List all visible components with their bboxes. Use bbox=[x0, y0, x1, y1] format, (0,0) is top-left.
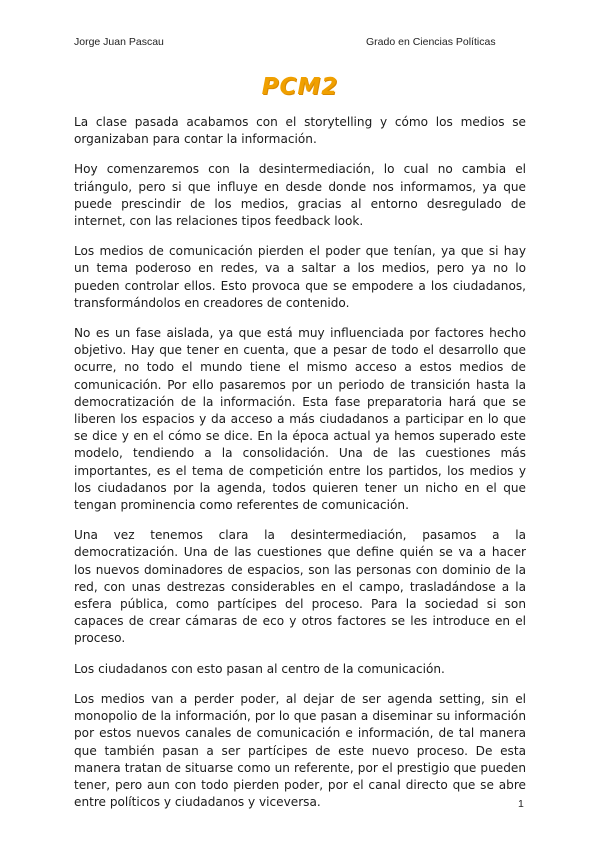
document-body bbox=[74, 114, 526, 824]
paragraph: Los medios van a perder poder, al dejar de ser agenda setting, sin el monopolio de la información, por lo que pasan a diseminar su información por estos nuevos canales de comunicación e información, de tal manera que también pasan a ser partícipes de este nuevo proceso. De esta manera tratan de situarse como un referente, por el prestigio que pueden tener, pero aun con todo pierden poder, por el canal directo que se abre entre políticos y ciudadanos y viceversa. bbox=[74, 691, 526, 810]
paragraph: Una vez tenemos clara la desintermediación, pasamos a la democratización. Una de las cuestiones que define quién se va a hacer los nuevos dominadores de espacios, son las personas con dominio de la red, con unas destrezas considerables en el campo, trasladándose a la esfera pública, como partícipes del proceso. Para la sociedad si son capaces de crear cámaras de eco y otros factores se les introduce en el proceso. bbox=[74, 528, 526, 646]
paragraph: Los medios de comunicación pierden el poder que tenían, ya que si hay un tema poderoso en redes, va a saltar a los medios, pero ya no lo pueden controlar ellos. Esto provoca que se empodere a los ciudadanos, transformándolos en creadores de contenido. bbox=[74, 244, 526, 310]
paragraph: La clase pasada acabamos con el storytelling y cómo los medios se organizaban para contar la información. bbox=[74, 115, 526, 147]
page-number: 1 bbox=[518, 798, 524, 810]
page-header bbox=[74, 36, 526, 52]
header-degree: Grado en Ciencias Políticas bbox=[366, 36, 496, 48]
page-title: PCM2 bbox=[261, 74, 339, 100]
paragraph: Hoy comenzaremos con la desintermediación, lo cual no cambia el triángulo, pero si que influye en desde donde nos informamos, ya que puede prescindir de los medios, gracias al entorno desregulado de internet, con las relaciones tipos feedback look. bbox=[74, 162, 526, 229]
paragraph: Los ciudadanos con esto pasan al centro de la comunicación. bbox=[74, 661, 445, 676]
header-author: Jorge Juan Pascau bbox=[74, 36, 164, 48]
paragraph: No es un fase aislada, ya que está muy influenciada por factores hecho objetivo. Hay que tener en cuenta, que a pesar de todo el desarrollo que ocurre, no todo el mundo tiene el mismo acceso a estos medios de comunicación. Por ello pasaremos por un periodo de transición hasta la democratización de la información. Esta fase preparatoria hará que se liberen los espacios y da acceso a más ciudadanos a participar en lo que se dice y en el cómo se dice. En la época actual ya hemos superado este modelo, tendiendo a la consolidación. Una de las cuestiones más importantes, es el tema de competición entre los partidos, los medios y los ciudadanos por la agenda, todos quieren tener un nicho en el que tengan prominencia como referentes de comunicación. bbox=[74, 326, 526, 513]
